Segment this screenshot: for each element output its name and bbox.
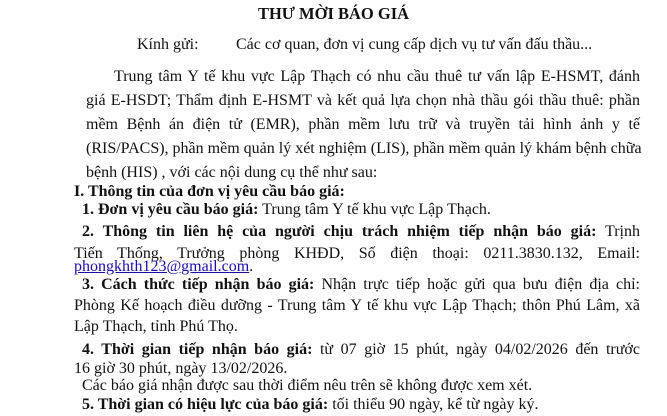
item-3-line: Lập Thạch, tỉnh Phú Thọ.	[74, 318, 238, 335]
item-4-label: 4. Thời gian tiếp nhận báo giá:	[82, 341, 313, 358]
item-2-email-line	[74, 257, 253, 277]
item-5	[82, 395, 538, 415]
item-5-value: tối thiểu 90 ngày, kể từ ngày ký.	[328, 396, 539, 413]
item-5-label: 5. Thời gian có hiệu lực của báo giá:	[82, 396, 329, 413]
item-2-line: Tiến Thống, Trưởng phòng KHĐD, Số điện thoại: 0211.3830.132, Email:	[74, 245, 640, 262]
item-4	[82, 340, 640, 360]
item-3-label: 3. Cách thức tiếp nhận báo giá:	[82, 276, 315, 293]
item-2-label: 2. Thông tin liên hệ của người chịu trách nhiệm tiếp nhận báo giá:	[82, 223, 597, 240]
intro-line: bệnh (HIS) , với các nội dung cụ thể như sau:	[86, 164, 378, 181]
item-1	[82, 200, 491, 220]
greeting-recipients: Các cơ quan, đơn vị cung cấp dịch vụ tư vấn đấu thầu...	[236, 36, 593, 53]
item-3-line: Phòng Kế hoạch điều dưỡng - Trung tâm Y tế khu vực Lập Thạch; thôn Phú Lâm, xã	[74, 297, 640, 314]
item-1-label: 1. Đơn vị yêu cầu báo giá:	[82, 201, 259, 218]
intro-line: (RIS/PACS), phần mềm quản lý xét nghiệm (LIS), phần mềm quản lý khám bệnh chữa	[86, 140, 642, 157]
email-tail: .	[249, 258, 254, 275]
email-link[interactable]: phongkhth123@gmail.com	[74, 258, 250, 275]
item-2-value: Trịnh	[596, 223, 640, 240]
intro-line: Trung tâm Y tế khu vực Lập Thạch có nhu cầu thuê tư vấn lập E-HSMT, đánh	[114, 68, 640, 85]
item-4-line: 16 giờ 30 phút, ngày 13/02/2026.	[74, 360, 288, 377]
greeting-label: Kính gửi:	[137, 36, 199, 53]
item-3	[82, 275, 640, 295]
section-heading: I. Thông tin của đơn vị yêu cầu báo giá:	[74, 183, 345, 200]
document-title: THƯ MỜI BÁO GIÁ	[257, 4, 410, 23]
item-2	[82, 222, 640, 242]
item-4-value: từ 07 giờ 15 phút, ngày 04/02/2026 đến trước	[312, 341, 640, 358]
intro-line: mềm Bệnh án điện tử (EMR), phần mềm lưu trữ và truyền tải hình ảnh y tế	[86, 116, 640, 133]
item-3-value: Nhận trực tiếp hoặc gửi qua bưu điện địa chỉ:	[314, 276, 640, 293]
intro-line: giá E-HSDT; Thẩm định E-HSMT và kết quả lựa chọn nhà thầu gói thầu thuê: phần	[86, 92, 640, 109]
item-1-value: Trung tâm Y tế khu vực Lập Thạch.	[258, 201, 491, 218]
note-text: Các báo giá nhận được sau thời điểm nêu trên sẽ không được xem xét.	[82, 377, 533, 394]
